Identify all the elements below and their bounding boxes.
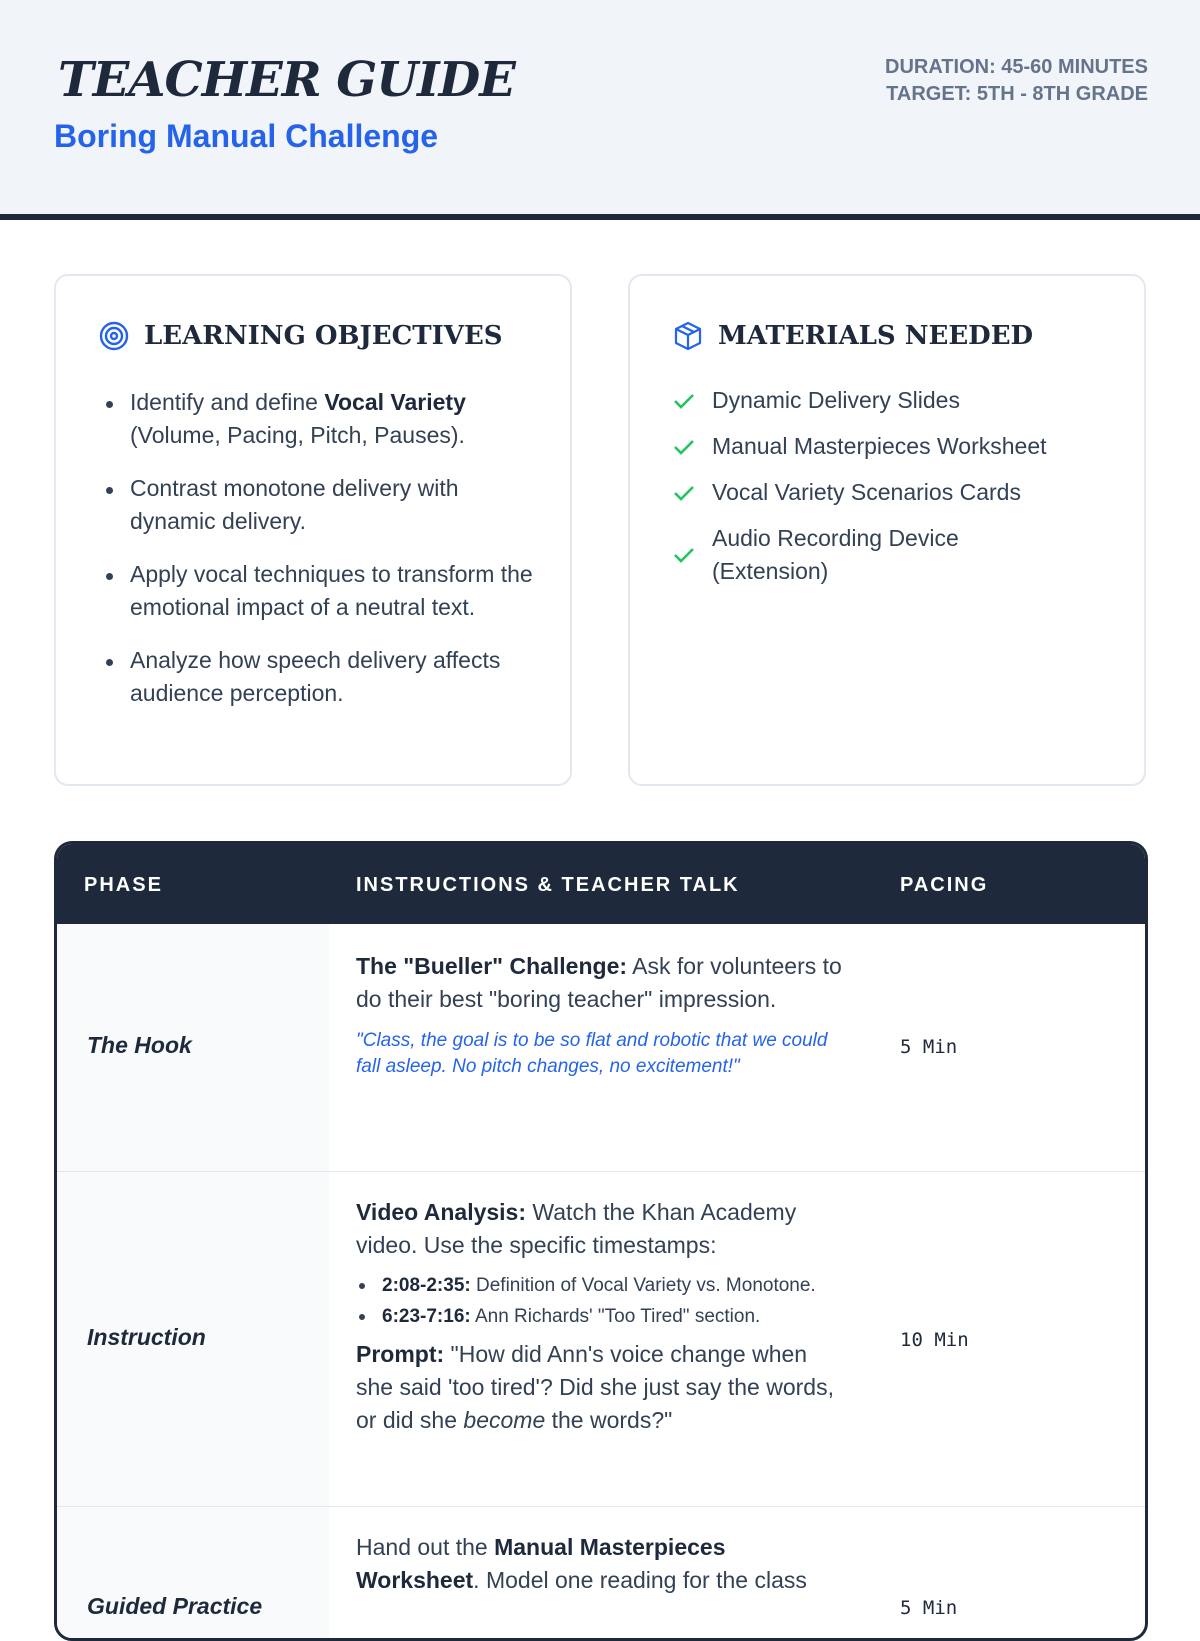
lesson-meta [885, 54, 1148, 108]
instructions-cell: Hand out the Manual Masterpieces Worksheet. Model one reading for the class [356, 1534, 807, 1593]
check-icon [672, 435, 696, 459]
materials-list [672, 384, 1112, 601]
list-item: Manual Masterpieces Worksheet [672, 430, 1112, 463]
col-phase-header: PHASE [84, 874, 163, 896]
table-row [57, 1172, 1145, 1507]
materials-heading-label: MATERIALS NEEDED [718, 321, 1034, 351]
objectives-heading [98, 320, 503, 352]
list-item: Dynamic Delivery Slides [672, 384, 1112, 417]
timestamp-list [356, 1272, 846, 1330]
list-item: Analyze how speech delivery affects audience perception. [104, 644, 534, 710]
list-item: 2:08-2:35: Definition of Vocal Variety vs. Monotone. [356, 1272, 846, 1299]
pacing-value: 5 Min [900, 1036, 958, 1058]
check-icon [672, 389, 696, 413]
list-item: Apply vocal techniques to transform the emotional impact of a neutral text. [104, 558, 534, 624]
objectives-heading-label: LEARNING OBJECTIVES [144, 321, 503, 351]
list-item: Audio Recording Device (Extension) [672, 522, 1112, 588]
page-title: TEACHER GUIDE [58, 52, 515, 108]
table-row [57, 924, 1145, 1172]
objectives-list [104, 386, 534, 730]
materials-card [628, 274, 1146, 786]
target-label: TARGET: 5TH - 8TH GRADE [886, 83, 1148, 105]
learning-objectives-card [54, 274, 572, 786]
discussion-prompt: Prompt: "How did Ann's voice change when she said 'too tired'? Did she just say the words, or did she become the words?" [356, 1341, 834, 1433]
table-row [57, 1507, 1145, 1641]
phase-label: The Hook [87, 1032, 192, 1058]
list-item: Contrast monotone delivery with dynamic delivery. [104, 472, 534, 538]
list-item: Identify and define Vocal Variety (Volume, Pacing, Pitch, Pauses). [104, 386, 534, 452]
teacher-talk-quote: "Class, the goal is to be so flat and robotic that we could fall asleep. No pitch changes, no excitement!" [356, 1030, 828, 1077]
package-icon [672, 320, 704, 352]
instructions-cell: The "Bueller" Challenge: Ask for volunteers to do their best "boring teacher" impression. "Class, the goal is to be so flat and robotic that we could fall asleep. No pitch changes, no excitement!" [356, 950, 846, 1080]
pacing-value: 5 Min [900, 1597, 958, 1619]
target-icon [98, 320, 130, 352]
page-subtitle: Boring Manual Challenge [54, 118, 439, 154]
lesson-plan-table [54, 841, 1148, 1641]
check-icon [672, 543, 696, 567]
phase-label: Instruction [87, 1324, 206, 1350]
col-instructions-header: INSTRUCTIONS & TEACHER TALK [356, 874, 740, 896]
col-pacing-header: PACING [900, 874, 989, 896]
instructions-cell: Video Analysis: Watch the Khan Academy video. Use the specific timestamps: 2:08-2:35: Definition of Vocal Variety vs. Monotone. 6:23-7:16: Ann Richards' "Too Tired" section. Prompt: "How did Ann's voice change when she said 'too tired'? Did she just say the words, or did she become the words?" [356, 1196, 846, 1437]
duration-label: DURATION: 45-60 MINUTES [885, 56, 1148, 78]
table-header [57, 844, 1145, 924]
pacing-value: 10 Min [900, 1329, 969, 1351]
check-icon [672, 481, 696, 505]
list-item: Vocal Variety Scenarios Cards [672, 476, 1112, 509]
header [0, 0, 1200, 220]
list-item: 6:23-7:16: Ann Richards' "Too Tired" section. [356, 1303, 846, 1330]
phase-label: Guided Practice [87, 1593, 263, 1619]
materials-heading [672, 320, 1033, 352]
